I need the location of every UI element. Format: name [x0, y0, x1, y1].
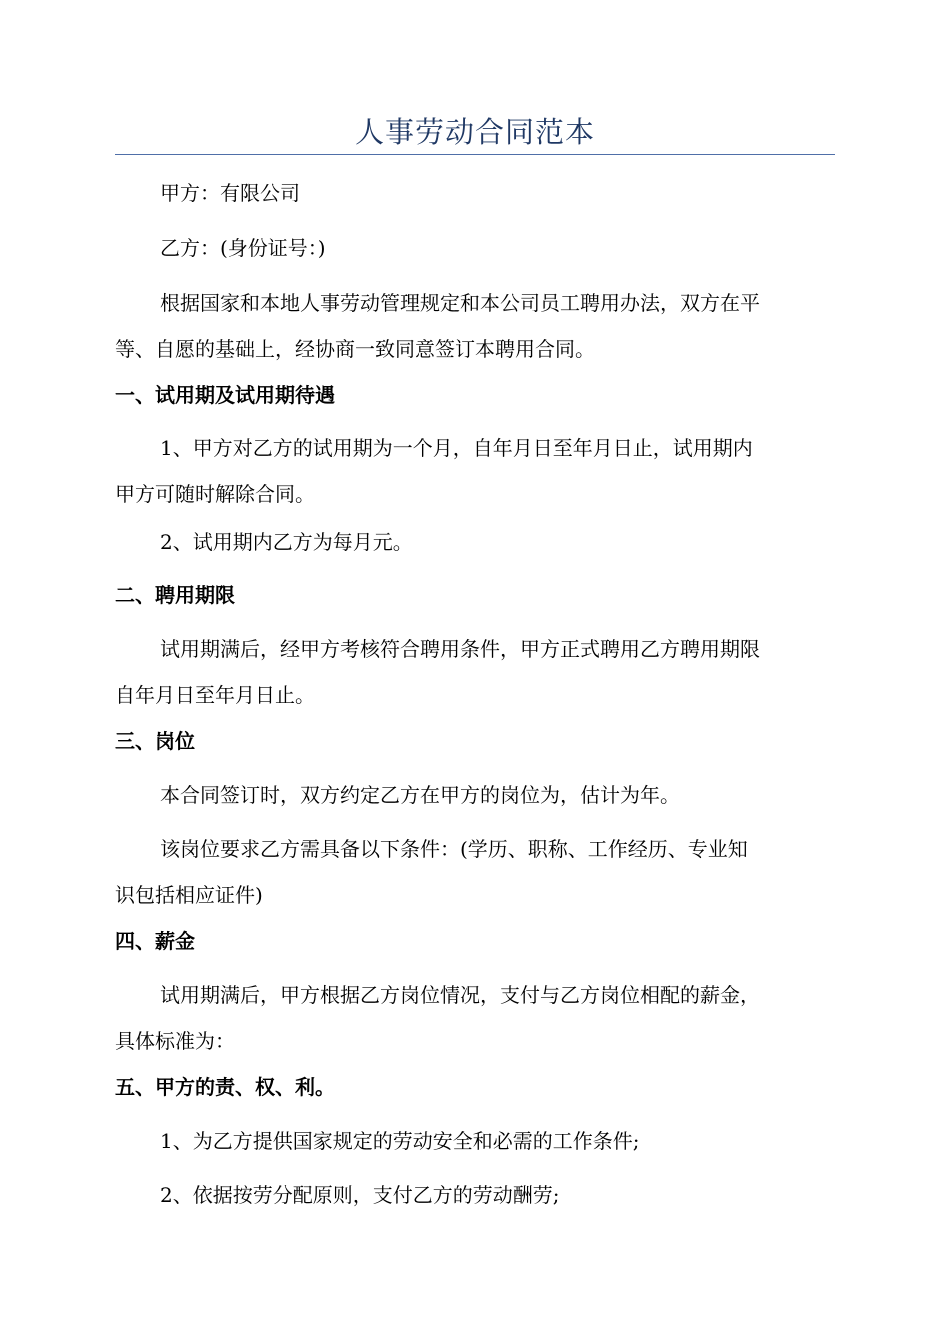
- section-5-paragraph-1: 1、为乙方提供国家规定的劳动安全和必需的工作条件;: [160, 1129, 640, 1153]
- section-2-paragraph-1-line-2: 自年月日至年月日止。: [115, 683, 315, 707]
- section-heading-5: 五、甲方的责、权、利。: [115, 1075, 335, 1099]
- section-3-paragraph-2-line-2: 识包括相应证件): [115, 883, 263, 907]
- section-1-paragraph-1: [115, 425, 835, 517]
- section-5-paragraph-2: 2、依据按劳分配原则，支付乙方的劳动酬劳;: [160, 1183, 560, 1207]
- section-3-paragraph-1: 本合同签订时，双方约定乙方在甲方的岗位为，估计为年。: [160, 783, 680, 807]
- section-3-paragraph-2: [115, 826, 835, 918]
- section-4-paragraph-1-line-1: 试用期满后，甲方根据乙方岗位情况，支付与乙方岗位相配的薪金，: [160, 983, 760, 1007]
- section-heading-4: 四、薪金: [115, 929, 195, 953]
- section-1-paragraph-1-line-1: 1、甲方对乙方的试用期为一个月，自年月日至年月日止，试用期内: [160, 436, 753, 460]
- section-heading-3: 三、岗位: [115, 729, 195, 753]
- intro-paragraph: [115, 280, 835, 372]
- party-a-line: 甲方：有限公司: [160, 181, 300, 205]
- intro-line-1: 根据国家和本地人事劳动管理规定和本公司员工聘用办法，双方在平: [160, 291, 760, 315]
- section-1-paragraph-1-line-2: 甲方可随时解除合同。: [115, 482, 315, 506]
- section-4-paragraph-1-line-2: 具体标准为：: [115, 1029, 235, 1053]
- party-b-line: 乙方：(身份证号：): [160, 236, 326, 260]
- section-1-paragraph-2: 2、试用期内乙方为每月元。: [160, 530, 413, 554]
- document-title: 人事劳动合同范本: [354, 115, 595, 149]
- section-heading-1: 一、试用期及试用期待遇: [115, 383, 335, 407]
- section-2-paragraph-1-line-1: 试用期满后，经甲方考核符合聘用条件，甲方正式聘用乙方聘用期限: [160, 637, 760, 661]
- section-heading-2: 二、聘用期限: [115, 583, 235, 607]
- section-3-paragraph-2-line-1: 该岗位要求乙方需具备以下条件：(学历、职称、工作经历、专业知: [160, 837, 748, 861]
- intro-line-2: 等、自愿的基础上，经协商一致同意签订本聘用合同。: [115, 337, 595, 361]
- section-4-paragraph-1: [115, 972, 835, 1064]
- title-underline: [115, 154, 835, 155]
- section-2-paragraph-1: [115, 626, 835, 718]
